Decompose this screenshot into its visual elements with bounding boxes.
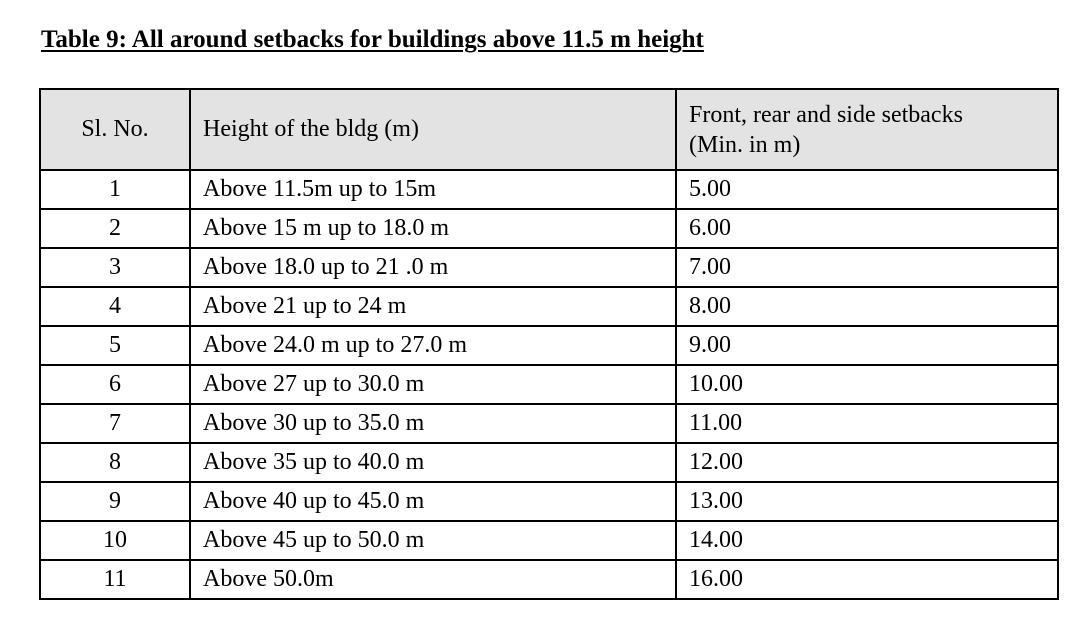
cell-setback: 12.00 [676,443,1058,482]
table-row [40,326,1058,365]
header-setbacks-line1: Front, rear and side setbacks [689,101,963,128]
cell-setback: 14.00 [676,521,1058,560]
cell-sl-no: 6 [40,365,190,404]
cell-building-height: Above 45 up to 50.0 m [190,521,676,560]
cell-building-height: Above 50.0m [190,560,676,599]
table-row [40,560,1058,599]
table-row [40,248,1058,287]
table-row [40,209,1058,248]
header-row [40,89,1058,170]
cell-setback: 6.00 [676,209,1058,248]
cell-sl-no: 11 [40,560,190,599]
header-sl-no: Sl. No. [40,89,190,170]
table-body [40,170,1058,599]
header-setbacks-line2: (Min. in m) [689,131,801,158]
table-header [40,89,1058,170]
cell-sl-no: 1 [40,170,190,209]
cell-building-height: Above 40 up to 45.0 m [190,482,676,521]
cell-building-height: Above 18.0 up to 21 .0 m [190,248,676,287]
cell-setback: 7.00 [676,248,1058,287]
table-title: Table 9: All around setbacks for buildings above 11.5 m height [41,26,704,53]
table-row [40,404,1058,443]
table-row [40,170,1058,209]
cell-sl-no: 9 [40,482,190,521]
cell-setback: 11.00 [676,404,1058,443]
cell-building-height: Above 30 up to 35.0 m [190,404,676,443]
cell-setback: 5.00 [676,170,1058,209]
table-row [40,521,1058,560]
table-row [40,482,1058,521]
cell-building-height: Above 27 up to 30.0 m [190,365,676,404]
table-row [40,287,1058,326]
cell-setback: 10.00 [676,365,1058,404]
cell-setback: 16.00 [676,560,1058,599]
cell-building-height: Above 11.5m up to 15m [190,170,676,209]
header-setbacks [676,89,1058,170]
cell-building-height: Above 15 m up to 18.0 m [190,209,676,248]
cell-sl-no: 2 [40,209,190,248]
header-building-height: Height of the bldg (m) [190,89,676,170]
cell-sl-no: 3 [40,248,190,287]
cell-sl-no: 10 [40,521,190,560]
cell-building-height: Above 21 up to 24 m [190,287,676,326]
cell-sl-no: 8 [40,443,190,482]
cell-setback: 8.00 [676,287,1058,326]
cell-sl-no: 7 [40,404,190,443]
table-row [40,443,1058,482]
cell-setback: 13.00 [676,482,1058,521]
cell-sl-no: 4 [40,287,190,326]
cell-building-height: Above 24.0 m up to 27.0 m [190,326,676,365]
cell-sl-no: 5 [40,326,190,365]
cell-building-height: Above 35 up to 40.0 m [190,443,676,482]
cell-setback: 9.00 [676,326,1058,365]
setbacks-table [39,88,1059,600]
table-row [40,365,1058,404]
